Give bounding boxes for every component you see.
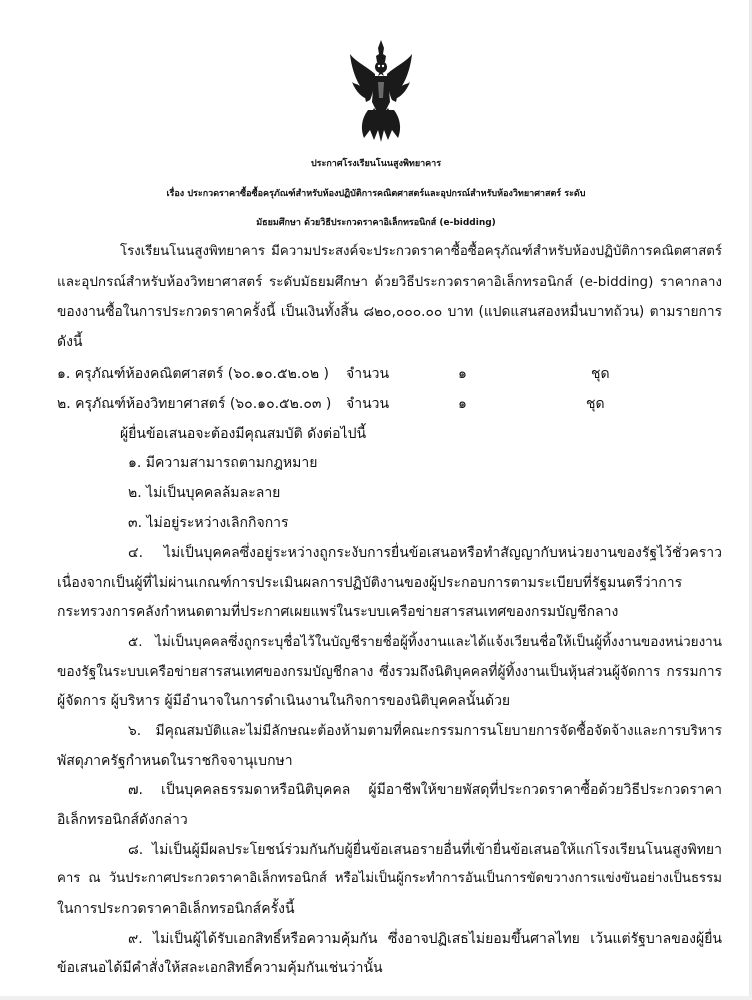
qualification-line: ๗. เป็นบุคคลธรรมดาหรือนิติบุคคล ผู้มีอาชีพให้ขายพัสดุที่ประกวดราคาซื้อด้วยวิธีประกวดราคา — [128, 782, 722, 798]
announcement-title: ประกาศโรงเรียนโนนสูงพิทยาคาร — [310, 159, 442, 169]
qualification-line: ๓. ไม่อยู่ระหว่างเลิกกิจการ — [128, 515, 289, 531]
qualification-line: คาร ณ วันประกาศประกวดราคาอิเล็กทรอนิกส์ หรือไม่เป็นผู้กระทำการอันเป็นการขัดขวางการแข่งขันอย่างเป็นธรรม — [57, 871, 722, 886]
item-unit: ชุด — [586, 396, 605, 412]
page-edge — [0, 996, 752, 1000]
qualification-line: เนื่องจากเป็นผู้ที่ไม่ผ่านเกณฑ์การประเมินผลการปฏิบัติงานของผู้ประกอบการตามระเบียบที่รัฐมนตรีว่าการ — [57, 575, 683, 591]
qualification-line: ๑. มีความสามารถตามกฎหมาย — [128, 455, 318, 471]
intro-line: โรงเรียนโนนสูงพิทยาคาร มีความประสงค์จะประกวดราคาซื้อซื้อครุภัณฑ์สำหรับห้องปฏิบัติการคณิตศาสตร์ — [120, 244, 722, 259]
garuda-emblem-icon — [348, 40, 414, 144]
qualification-line: ๘. ไม่เป็นผู้มีผลประโยชน์ร่วมกันกับผู้ยื่นข้อเสนอรายอื่นที่เข้ายื่นข้อเสนอให้แก่โรงเรียนโนนสูงพิทยา — [128, 842, 722, 858]
qualification-heading: ผู้ยื่นข้อเสนอจะต้องมีคุณสมบัติ ดังต่อไปนี้ — [120, 426, 367, 442]
qualification-line: กระทรวงการคลังกำหนดตามที่ประกาศเผยแพร่ในระบบเครือข่ายสารสนเทศของกรมบัญชีกลาง — [57, 604, 619, 620]
qualification-line: ๒. ไม่เป็นบุคคลล้มละลาย — [128, 485, 281, 501]
qualification-line: ในการประกวดราคาอิเล็กทรอนิกส์ครั้งนี้ — [57, 901, 295, 917]
subject-line: เรื่อง ประกวดราคาซื้อซื้อครุภัณฑ์สำหรับห้องปฏิบัติการคณิตศาสตร์และอุปกรณ์สำหรับห้องวิทยาศาสตร์ ระดับ — [166, 189, 586, 199]
qualification-line: ผู้จัดการ ผู้บริหาร ผู้มีอำนาจในการดำเนินงานในกิจการของนิติบุคคลนั้นด้วย — [57, 693, 511, 709]
qualification-line: พัสดุภาครัฐกำหนดในราชกิจจานุเบกษา — [57, 753, 293, 769]
intro-line: ของงานซื้อในการประกวดราคาครั้งนี้ เป็นเงินทั้งสิ้น ๘๒๐,๐๐๐.๐๐ บาท (แปดแสนสองหมื่นบาทถ้วน) ตามรายการ — [57, 304, 722, 320]
qualification-line: ๙. ไม่เป็นผู้ได้รับเอกสิทธิ์หรือความคุ้มกัน ซึ่งอาจปฏิเสธไม่ยอมขึ้นศาลไทย เว้นแต่รัฐบาลของผู้ยื่น — [128, 931, 722, 947]
intro-line: ดังนี้ — [57, 334, 83, 350]
item-unit: ชุด — [591, 366, 610, 382]
item-qty-label: จำนวน — [346, 396, 390, 412]
item-qty: ๑ — [458, 366, 467, 382]
qualification-line: ของรัฐในระบบเครือข่ายสารสนเทศของกรมบัญชีกลาง ซึ่งรวมถึงนิติบุคคลที่ผู้ทิ้งงานเป็นหุ้นส่วนผู้จัดการ กรรมการ — [57, 664, 722, 680]
qualification-line: อิเล็กทรอนิกส์ดังกล่าว — [57, 812, 188, 828]
item-name: ๑. ครุภัณฑ์ห้องคณิตศาสตร์ (๖๐.๑๐.๕๒.๐๒ ) — [57, 366, 329, 382]
qualification-line: ๖. มีคุณสมบัติและไม่มีลักษณะต้องห้ามตามที่คณะกรรมการนโยบายการจัดซื้อจัดจ้างและการบริหาร — [128, 723, 722, 739]
subject-line: มัธยมศึกษา ด้วยวิธีประกวดราคาอิเล็กทรอนิกส์ (e-bidding) — [256, 218, 496, 228]
qualification-line: ๕. ไม่เป็นบุคคลซึ่งถูกระบุชื่อไว้ในบัญชีรายชื่อผู้ทิ้งงานและได้แจ้งเวียนชื่อให้เป็นผู้ทิ้งงานของหน่วยงาน — [128, 634, 722, 650]
qualification-line: ๔. ไม่เป็นบุคคลซึ่งอยู่ระหว่างถูกระงับการยื่นข้อเสนอหรือทำสัญญากับหน่วยงานของรัฐไว้ชั่วคราว — [128, 545, 722, 561]
item-qty-label: จำนวน — [346, 366, 390, 382]
item-qty: ๑ — [458, 396, 467, 412]
qualification-line: ข้อเสนอได้มีคำสั่งให้สละเอกสิทธิ์ความคุ้มกันเช่นว่านั้น — [57, 960, 383, 976]
item-name: ๒. ครุภัณฑ์ห้องวิทยาศาสตร์ (๖๐.๑๐.๕๒.๐๓ ) — [57, 396, 332, 412]
intro-line: และอุปกรณ์สำหรับห้องวิทยาศาสตร์ ระดับมัธยมศึกษา ด้วยวิธีประกวดราคาอิเล็กทรอนิกส์ (e-bidding) ราคากลาง — [57, 274, 722, 290]
